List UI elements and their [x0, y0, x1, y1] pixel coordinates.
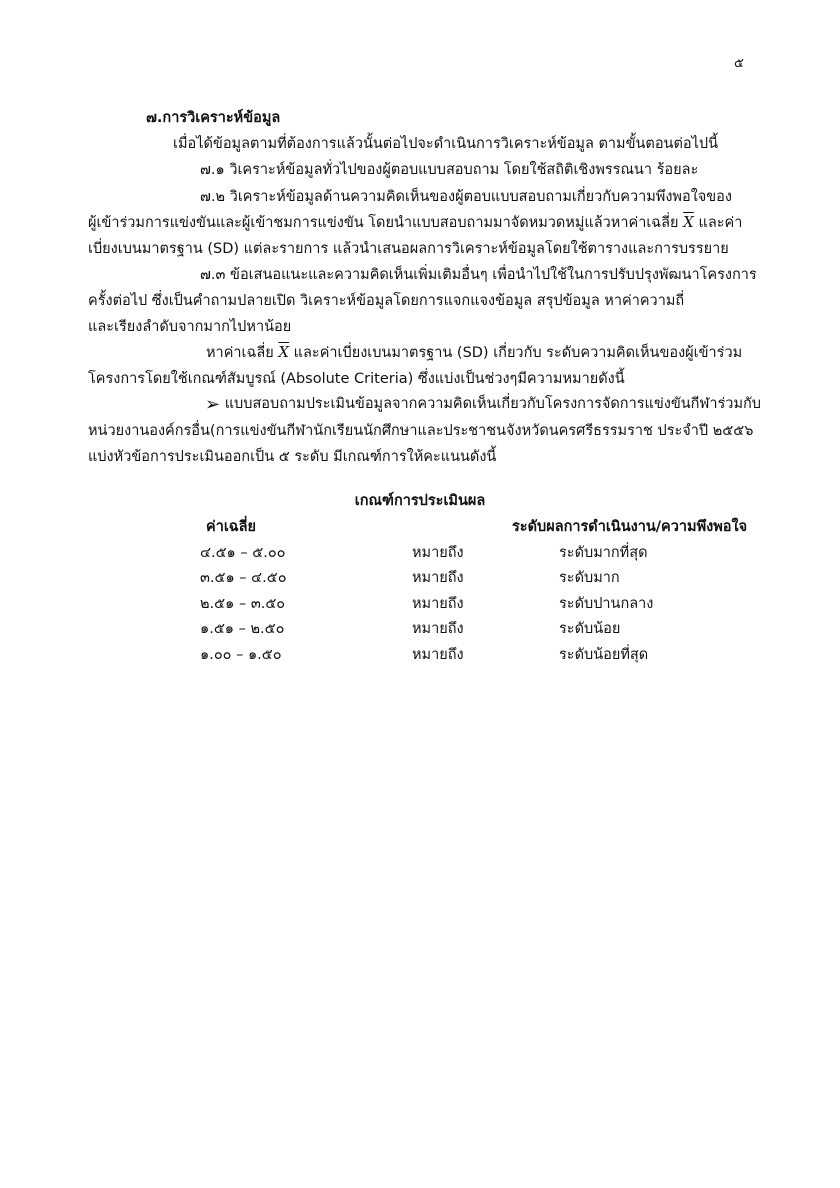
- intro-paragraph: เมื่อได้ข้อมูลตามที่ต้องการแล้วนั้นต่อไปจะดำเนินการวิเคราะห์ข้อมูล ตามขั้นตอนต่อไปนี้: [173, 136, 718, 152]
- criteria-means: หมายถึง: [412, 647, 464, 663]
- criteria-header-mean: ค่าเฉลี่ย: [206, 519, 257, 535]
- paragraph-7-3-line2: ครั้งต่อไป ซึ่งเป็นคำถามปลายเปิด วิเคราะห์ข้อมูลโดยการแจกแจงข้อมูล สรุปข้อมูล หาค่าความถี่: [88, 293, 685, 309]
- bullet-paragraph-line3: แบ่งหัวข้อการประเมินออกเป็น ๕ ระดับ มีเกณฑ์การให้คะแนนดังนี้: [88, 449, 497, 465]
- bullet-paragraph-line1-text: แบบสอบถามประเมินข้อมูลจากความคิดเห็นเกี่ยวกับโครงการจัดการแข่งขันกีฬาร่วมกับ: [224, 396, 761, 412]
- section-heading: ๗.การวิเคราะห์ข้อมูล: [146, 110, 281, 126]
- bullet-paragraph-line1: [205, 392, 761, 415]
- mean-symbol: $\overline{X}$: [683, 213, 694, 231]
- criteria-level: ระดับมากที่สุด: [559, 545, 648, 561]
- bullet-paragraph-line2: หน่วยงานองค์กรอื่น(การแข่งขันกีฬานักเรียนนักศึกษาและประชาชนจังหวัดนครศรีธรรมราช ประจำปี ๒๕๕๖: [88, 423, 754, 439]
- criteria-range: ๔.๕๑ – ๕.๐๐: [200, 545, 286, 561]
- criteria-range: ๒.๕๑ – ๓.๕๐: [200, 596, 286, 612]
- criteria-range: ๑.๕๑ – ๒.๕๐: [200, 621, 285, 637]
- criteria-row: [0, 566, 840, 590]
- mean-paragraph-line1: [206, 341, 742, 364]
- paragraph-7-3-line1: ๗.๓ ข้อเสนอแนะและความคิดเห็นเพิ่มเติมอื่นๆ เพื่อนำไปใช้ในการปรับปรุงพัฒนาโครงการ: [200, 267, 757, 283]
- criteria-means: หมายถึง: [412, 596, 464, 612]
- criteria-means: หมายถึง: [412, 570, 464, 586]
- criteria-row: [0, 617, 840, 641]
- criteria-row: [0, 541, 840, 565]
- mean-paragraph-line2: โครงการโดยใช้เกณฑ์สัมบูรณ์ (Absolute Criteria) ซึ่งแบ่งเป็นช่วงๆมีความหมายดังนี้: [88, 371, 625, 387]
- mean-paragraph-line1-start: หาค่าเฉลี่ย: [206, 345, 274, 361]
- paragraph-7-1: ๗.๑ วิเคราะห์ข้อมูลทั่วไปของผู้ตอบแบบสอบถาม โดยใช้สถิติเชิงพรรณนา ร้อยละ: [200, 162, 699, 178]
- criteria-means: หมายถึง: [412, 621, 464, 637]
- criteria-level: ระดับน้อยที่สุด: [559, 647, 649, 663]
- criteria-table-title: เกณฑ์การประเมินผล: [354, 493, 486, 509]
- criteria-level: ระดับน้อย: [559, 621, 621, 637]
- criteria-row: [0, 643, 840, 667]
- arrow-bullet-icon: ➢: [205, 394, 221, 415]
- paragraph-7-2-line1: ๗.๒ วิเคราะห์ข้อมูลด้านความคิดเห็นของผู้ตอบแบบสอบถามเกี่ยวกับความพึงพอใจของ: [200, 189, 732, 205]
- page-number: ๕: [734, 56, 744, 71]
- paragraph-7-2-line2-end: และค่า: [698, 215, 743, 231]
- paragraph-7-2-line2: [88, 211, 742, 234]
- criteria-range: ๓.๕๑ – ๔.๕๐: [200, 570, 287, 586]
- criteria-range: ๑.๐๐ – ๑.๕๐: [200, 647, 282, 663]
- mean-symbol-2: $\overline{X}$: [278, 343, 290, 361]
- criteria-header-level: ระดับผลการดำเนินงาน/ความพึงพอใจ: [512, 519, 748, 535]
- mean-paragraph-line1-end: และค่าเบี่ยงเบนมาตรฐาน (SD) เกี่ยวกับ ระดับความคิดเห็นของผู้เข้าร่วม: [293, 345, 743, 361]
- criteria-level: ระดับปานกลาง: [559, 596, 654, 612]
- paragraph-7-2-line2-text: ผู้เข้าร่วมการแข่งขันและผู้เข้าชมการแข่งขัน โดยนำแบบสอบถามมาจัดหมวดหมู่แล้วหาค่าเฉลี่ย: [88, 215, 679, 231]
- criteria-row: [0, 592, 840, 616]
- criteria-level: ระดับมาก: [559, 570, 620, 586]
- paragraph-7-2-line3: เบี่ยงเบนมาตรฐาน (SD) แต่ละรายการ แล้วนำเสนอผลการวิเคราะห์ข้อมูลโดยใช้ตารางและการบรรยาย: [88, 241, 729, 257]
- paragraph-7-3-line3: และเรียงลำดับจากมากไปหาน้อย: [88, 319, 292, 335]
- criteria-means: หมายถึง: [412, 545, 464, 561]
